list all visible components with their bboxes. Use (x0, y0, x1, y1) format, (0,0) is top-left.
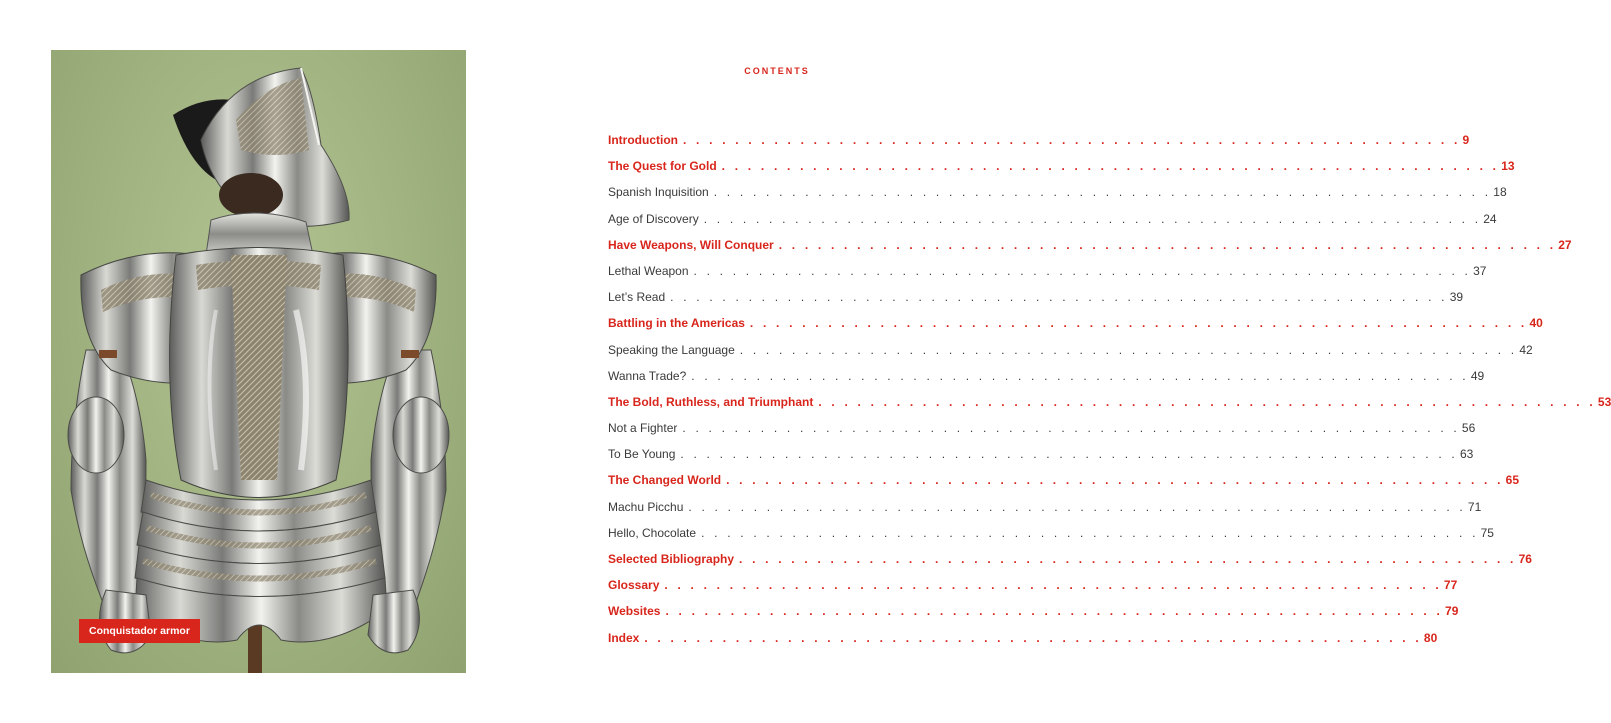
toc-entry-title: Lethal Weapon (608, 263, 689, 278)
toc-section-entry[interactable] (608, 284, 1464, 310)
toc-entry-page-number: 76 (1518, 552, 1532, 566)
toc-entry-page-number: 49 (1470, 368, 1485, 383)
toc-entry-page-number: 42 (1519, 342, 1533, 357)
dot-leader: . . . . . . . . . . . . . . . . . . . . . . . . . . . . . . . . . . . . . . . . . . . . . . . . . . . . . . . . . . . . (749, 316, 1528, 331)
dot-leader: . . . . . . . . . . . . . . . . . . . . . . . . . . . . . . . . . . . . . . . . . . . . . . . . . . . . . . . . . . . . (778, 237, 1557, 252)
conquistador-armor-photo (51, 50, 466, 673)
toc-entry-page-number: 9 (1462, 133, 1470, 147)
toc-entry-page-number: 24 (1483, 211, 1497, 226)
toc-entry-title: Not a Fighter (608, 421, 678, 436)
dot-leader: . . . . . . . . . . . . . . . . . . . . . . . . . . . . . . . . . . . . . . . . . . . . . . . . . . . . . . . . . . . . (721, 159, 1500, 174)
toc-entry-page-number: 27 (1558, 237, 1572, 252)
toc-section-entry[interactable] (608, 441, 1474, 467)
photo-caption: Conquistador armor (79, 619, 200, 643)
toc-entry-page-number: 75 (1480, 525, 1494, 540)
toc-entry-page-number: 53 (1597, 394, 1611, 409)
toc-entry-title: The Quest for Gold (608, 159, 717, 174)
toc-entry-page-number: 77 (1443, 578, 1458, 593)
toc-chapter-entry[interactable] (608, 389, 1611, 415)
toc-entry-page-number: 80 (1423, 630, 1438, 645)
dot-leader: . . . . . . . . . . . . . . . . . . . . . . . . . . . . . . . . . . . . . . . . . . . . . . . . . . . . . . . . . . . . (726, 473, 1504, 488)
toc-entry-title: Battling in the Americas (608, 316, 745, 331)
dot-leader: . . . . . . . . . . . . . . . . . . . . . . . . . . . . . . . . . . . . . . . . . . . . . . . . . . . . . . . . . . . . (713, 185, 1492, 200)
toc-section-entry[interactable] (608, 206, 1497, 232)
toc-section-entry[interactable] (608, 520, 1494, 546)
dot-leader: . . . . . . . . . . . . . . . . . . . . . . . . . . . . . . . . . . . . . . . . . . . . . . . . . . . . . . . . . . . . (644, 630, 1422, 645)
toc-entry-title: Websites (608, 604, 661, 619)
dot-leader: . . . . . . . . . . . . . . . . . . . . . . . . . . . . . . . . . . . . . . . . . . . . . . . . . . . . . . . . . . . . (691, 368, 1469, 383)
toc-section-entry[interactable] (608, 337, 1533, 363)
armor-illustration (51, 50, 466, 673)
dot-leader: . . . . . . . . . . . . . . . . . . . . . . . . . . . . . . . . . . . . . . . . . . . . . . . . . . . . . . . . . . . . (693, 263, 1472, 278)
toc-entry-title: Wanna Trade? (608, 368, 687, 383)
toc-chapter-entry[interactable] (608, 572, 1458, 598)
toc-entry-page-number: 39 (1449, 290, 1464, 305)
toc-entry-page-number: 71 (1467, 499, 1482, 514)
toc-chapter-entry[interactable] (608, 232, 1572, 258)
toc-chapter-entry[interactable] (608, 546, 1532, 572)
toc-entry-title: The Changed World (608, 473, 722, 488)
toc-entry-title: Machu Picchu (608, 499, 684, 514)
toc-entry-title: To Be Young (608, 447, 676, 462)
toc-chapter-entry[interactable] (608, 625, 1438, 651)
toc-entry-page-number: 79 (1445, 604, 1459, 619)
dot-leader: . . . . . . . . . . . . . . . . . . . . . . . . . . . . . . . . . . . . . . . . . . . . . . . . . . . . . . . . . . . . (670, 290, 1448, 305)
toc-entry-title: Introduction (608, 133, 678, 147)
dot-leader: . . . . . . . . . . . . . . . . . . . . . . . . . . . . . . . . . . . . . . . . . . . . . . . . . . . . . . . . . . . . (682, 133, 1461, 147)
toc-entry-title: Hello, Chocolate (608, 525, 697, 540)
toc-section-entry[interactable] (608, 363, 1485, 389)
toc-entry-title: Let’s Read (608, 290, 666, 305)
dot-leader: . . . . . . . . . . . . . . . . . . . . . . . . . . . . . . . . . . . . . . . . . . . . . . . . . . . . . . . . . . . . (739, 342, 1518, 357)
toc-entry-page-number: 65 (1505, 473, 1520, 488)
toc-section-entry[interactable] (608, 179, 1507, 205)
toc-entry-page-number: 13 (1501, 159, 1515, 174)
toc-section-entry[interactable] (608, 494, 1482, 520)
dot-leader: . . . . . . . . . . . . . . . . . . . . . . . . . . . . . . . . . . . . . . . . . . . . . . . . . . . . . . . . . . . . (664, 578, 1442, 593)
toc-entry-title: Index (608, 630, 640, 645)
toc-chapter-entry[interactable] (608, 153, 1515, 179)
toc-entry-page-number: 56 (1461, 421, 1476, 436)
dot-leader: . . . . . . . . . . . . . . . . . . . . . . . . . . . . . . . . . . . . . . . . . . . . . . . . . . . . . . . . . . . . (665, 604, 1444, 619)
contents-heading: CONTENTS (744, 66, 810, 76)
toc-entry-title: Selected Bibliography (608, 552, 735, 566)
toc-chapter-entry[interactable] (608, 598, 1459, 624)
toc-section-entry[interactable] (608, 415, 1476, 441)
dot-leader: . . . . . . . . . . . . . . . . . . . . . . . . . . . . . . . . . . . . . . . . . . . . . . . . . . . . . . . . . . . . (701, 525, 1479, 540)
toc-chapter-entry[interactable] (608, 310, 1543, 336)
dot-leader: . . . . . . . . . . . . . . . . . . . . . . . . . . . . . . . . . . . . . . . . . . . . . . . . . . . . . . . . . . . . (682, 421, 1460, 436)
toc-entry-title: Spanish Inquisition (608, 185, 709, 200)
toc-entry-page-number: 40 (1529, 316, 1543, 331)
dot-leader: . . . . . . . . . . . . . . . . . . . . . . . . . . . . . . . . . . . . . . . . . . . . . . . . . . . . . . . . . . . . (739, 552, 1517, 566)
toc-entry-title: Age of Discovery (608, 211, 699, 226)
dot-leader: . . . . . . . . . . . . . . . . . . . . . . . . . . . . . . . . . . . . . . . . . . . . . . . . . . . . . . . . . . . . (703, 211, 1482, 226)
toc-chapter-entry[interactable] (608, 127, 1470, 153)
toc-entry-page-number: 18 (1493, 185, 1507, 200)
dot-leader: . . . . . . . . . . . . . . . . . . . . . . . . . . . . . . . . . . . . . . . . . . . . . . . . . . . . . . . . . . . . (688, 499, 1466, 514)
toc-entry-page-number: 37 (1473, 263, 1487, 278)
toc-entry-title: Speaking the Language (608, 342, 735, 357)
toc-entry-title: Glossary (608, 578, 660, 593)
toc-entry-title: Have Weapons, Will Conquer (608, 237, 774, 252)
toc-entry-title: The Bold, Ruthless, and Triumphant (608, 394, 814, 409)
table-of-contents (608, 127, 1611, 651)
toc-chapter-entry[interactable] (608, 467, 1520, 493)
toc-section-entry[interactable] (608, 258, 1487, 284)
toc-entry-page-number: 63 (1459, 447, 1474, 462)
dot-leader: . . . . . . . . . . . . . . . . . . . . . . . . . . . . . . . . . . . . . . . . . . . . . . . . . . . . . . . . . . . . (818, 394, 1596, 409)
dot-leader: . . . . . . . . . . . . . . . . . . . . . . . . . . . . . . . . . . . . . . . . . . . . . . . . . . . . . . . . . . . . (680, 447, 1458, 462)
